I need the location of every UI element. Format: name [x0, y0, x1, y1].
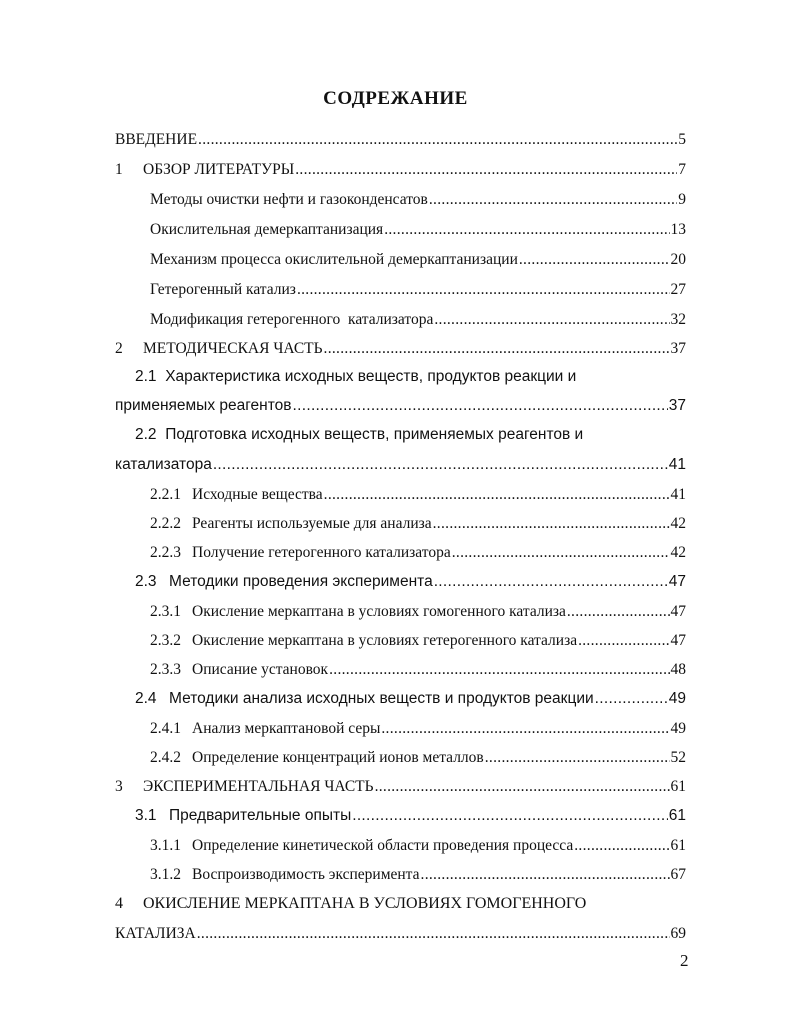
toc-entry-s1b[interactable]	[150, 221, 686, 239]
leader-dots	[198, 131, 677, 149]
toc-page-number: 47	[670, 632, 686, 649]
leader-dots	[324, 486, 670, 504]
toc-entry-text: Окислительная демеркаптанизация	[150, 221, 384, 238]
toc-entry-s22-line1[interactable]	[135, 426, 583, 444]
toc-page-number: 27	[670, 281, 686, 298]
toc-entry-text: ЭКСПЕРИМЕНТАЛЬНАЯ ЧАСТЬ	[143, 778, 374, 795]
toc-entry-number: 2	[115, 340, 123, 357]
toc-entry-number: 2.3.2	[150, 632, 181, 649]
toc-entry-s241[interactable]	[150, 720, 686, 738]
toc-entry-s1c[interactable]	[150, 251, 686, 269]
toc-page-number: 61	[670, 778, 686, 795]
toc-entry-text-line1: Подготовка исходных веществ, применяемых реагентов и	[165, 426, 584, 443]
toc-entry-s231[interactable]	[150, 603, 686, 621]
leader-dots	[329, 661, 669, 679]
toc-page-number: 41	[668, 456, 686, 473]
toc-entry-text: ОБЗОР ЛИТЕРАТУРЫ	[143, 161, 295, 178]
leader-dots	[197, 925, 670, 943]
toc-entry-text: Окисление меркаптана в условиях гомогенного катализа	[192, 603, 566, 620]
toc-entry-number: 2.4	[135, 690, 157, 707]
toc-page-number: 42	[670, 515, 686, 532]
toc-entry-intro[interactable]	[115, 131, 686, 149]
toc-page-number: 61	[670, 837, 686, 854]
leader-dots	[485, 749, 670, 767]
toc-page-number: 13	[670, 221, 686, 238]
toc-entry-text: Воспроизводимость эксперимента	[192, 866, 420, 883]
toc-page-number: 47	[670, 603, 686, 620]
toc-page-number: 37	[670, 340, 686, 357]
toc-entry-number: 2.3	[135, 573, 157, 590]
leader-dots	[578, 632, 669, 650]
toc-entry-s242[interactable]	[150, 749, 686, 767]
toc-entry-s4-line1[interactable]	[115, 895, 586, 913]
toc-page-number: 48	[670, 661, 686, 678]
toc-entry-text: Механизм процесса окислительной демеркаптанизации	[150, 251, 518, 268]
toc-entry-text: Исходные вещества	[192, 486, 323, 503]
leader-dots	[295, 161, 677, 179]
leader-dots	[452, 544, 670, 562]
toc-entry-number: 2.1	[135, 368, 157, 385]
toc-entry-s24[interactable]	[135, 690, 686, 708]
toc-entry-number: 3.1.2	[150, 866, 181, 883]
toc-page-number: 5	[678, 131, 686, 148]
toc-entry-number: 1	[115, 161, 123, 178]
toc-entry-number: 2.2.2	[150, 515, 181, 532]
toc-entry-s222[interactable]	[150, 515, 686, 533]
toc-page-number: 61	[668, 807, 686, 824]
leader-dots	[375, 778, 670, 796]
toc-entry-s21[interactable]	[115, 397, 686, 415]
toc-entry-number: 2.2.1	[150, 486, 181, 503]
leader-dots	[519, 251, 670, 269]
toc-entry-s23[interactable]	[135, 573, 686, 591]
toc-entry-text: катализатора	[115, 456, 212, 473]
toc-page-number: 52	[670, 749, 686, 766]
toc-entry-s311[interactable]	[150, 837, 686, 855]
leader-dots	[384, 221, 669, 239]
toc-entry-s312[interactable]	[150, 866, 686, 884]
toc-entry-text: Методы очистки нефти и газоконденсатов	[150, 191, 428, 208]
leader-dots	[434, 573, 668, 591]
toc-page-number: 20	[670, 251, 686, 268]
toc-entry-text: Окисление меркаптана в условиях гетерогенного катализа	[192, 632, 578, 649]
toc-page-number: 41	[670, 486, 686, 503]
leader-dots	[297, 281, 670, 299]
leader-dots	[293, 397, 668, 415]
toc-entry-s2[interactable]	[115, 340, 686, 358]
toc-page-number: 47	[668, 573, 686, 590]
leader-dots	[421, 866, 670, 884]
toc-page-number: 49	[668, 690, 686, 707]
leader-dots	[324, 340, 670, 358]
toc-entry-text: Определение кинетической области проведения процесса	[192, 837, 574, 854]
toc-entry-s1d[interactable]	[150, 281, 686, 299]
leader-dots	[595, 690, 668, 708]
toc-page-number: 49	[670, 720, 686, 737]
toc-entry-s31[interactable]	[135, 807, 686, 825]
toc-entry-s1[interactable]	[115, 161, 686, 179]
leader-dots	[429, 191, 677, 209]
toc-entry-text: Получение гетерогенного катализатора	[192, 544, 451, 561]
toc-entry-text: Анализ меркаптановой серы	[192, 720, 381, 737]
toc-entry-number: 3.1	[135, 807, 157, 824]
toc-entry-number: 2.4.2	[150, 749, 181, 766]
toc-entry-text: ВВЕДЕНИЕ	[115, 131, 198, 148]
toc-entry-number: 2.3.1	[150, 603, 181, 620]
toc-entry-s4[interactable]	[115, 925, 686, 943]
toc-entry-s21-line1[interactable]	[135, 368, 576, 386]
toc-entry-s233[interactable]	[150, 661, 686, 679]
leader-dots	[433, 515, 670, 533]
toc-entry-number: 2.2	[135, 426, 157, 443]
toc-page-number: 32	[670, 311, 686, 328]
toc-entry-number: 2.3.3	[150, 661, 181, 678]
page-title: СОДРЕЖАНИЕ	[323, 88, 468, 109]
toc-entry-number: 3.1.1	[150, 837, 181, 854]
toc-entry-text-line1: ОКИСЛЕНИЕ МЕРКАПТАНА В УСЛОВИЯХ ГОМОГЕННОГО	[143, 895, 587, 912]
toc-entry-s3[interactable]	[115, 778, 686, 796]
toc-entry-number: 2.4.1	[150, 720, 181, 737]
leader-dots	[434, 311, 669, 329]
page-number: 2	[680, 951, 689, 970]
toc-entry-text: Реагенты используемые для анализа	[192, 515, 432, 532]
toc-entry-text: Определение концентраций ионов металлов	[192, 749, 484, 766]
toc-entry-text: Методики проведения эксперимента	[169, 573, 433, 590]
toc-page-number: 37	[668, 397, 686, 414]
toc-entry-number: 2.2.3	[150, 544, 181, 561]
toc-entry-number: 3	[115, 778, 123, 795]
toc-entry-s223[interactable]	[150, 544, 686, 562]
toc-page-number: 69	[670, 925, 686, 942]
toc-page-number: 7	[678, 161, 686, 178]
toc-entry-s1e[interactable]	[150, 311, 686, 329]
toc-entry-text: Предварительные опыты	[169, 807, 352, 824]
toc-page-number: 9	[678, 191, 686, 208]
toc-entry-s221[interactable]	[150, 486, 686, 504]
toc-page-number: 42	[670, 544, 686, 561]
toc-entry-s22[interactable]	[115, 456, 686, 474]
toc-entry-text: Модификация гетерогенного катализатора	[150, 311, 434, 328]
toc-entry-text: МЕТОДИЧЕСКАЯ ЧАСТЬ	[143, 340, 323, 357]
toc-entry-text: Методики анализа исходных веществ и продуктов реакции	[169, 690, 594, 707]
leader-dots	[567, 603, 670, 621]
toc-entry-s232[interactable]	[150, 632, 686, 650]
toc-entry-number: 4	[115, 895, 123, 912]
toc-entry-text: Описание установок	[192, 661, 329, 678]
leader-dots	[381, 720, 669, 738]
toc-entry-s1a[interactable]	[150, 191, 686, 209]
toc-entry-text: КАТАЛИЗА	[115, 925, 196, 942]
leader-dots	[213, 456, 668, 474]
toc-entry-text: Гетерогенный катализ	[150, 281, 296, 298]
leader-dots	[352, 807, 668, 825]
toc-page-number: 67	[670, 866, 686, 883]
toc-entry-text-line1: Характеристика исходных веществ, продуктов реакции и	[165, 368, 577, 385]
leader-dots	[574, 837, 669, 855]
toc-entry-text: применяемых реагентов	[115, 397, 292, 414]
